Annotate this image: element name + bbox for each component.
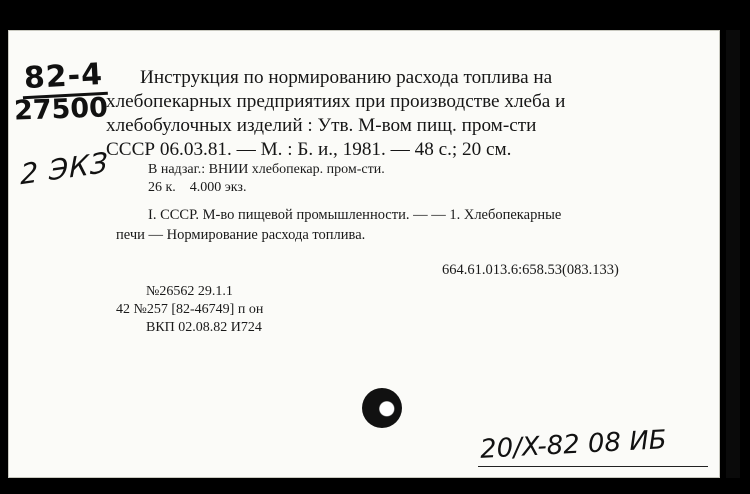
accession-line-3: ВКП 02.08.82 И724 [146,320,262,335]
shelf-mark-top: 82-4 [21,58,108,99]
header-note: В надзаг.: ВНИИ хлебопекар. пром-сти. [148,162,385,177]
description-line-3: хлебобулочных изделий : Утв. М-вом пищ. пром-сти [106,115,537,136]
subject-heading-line-1: I. СССР. М-во пищевой промышленности. — — 1. Хлебопекарные [148,207,562,223]
description-line-4: СССР 06.03.81. — М. : Б. и., 1981. — 48 с.; 20 см. [106,139,512,160]
subject-heading-line-2: печи — Нормирование расхода топлива. [116,227,366,243]
shelf-mark-bottom: 27500 [13,92,109,127]
description-line-1: Инструкция по нормированию расхода топлива на [140,67,553,88]
accession-line-1: №26562 29.1.1 [146,284,233,299]
bibliographic-description [106,66,676,162]
price-note: 26 к. 4.000 экз. [148,180,247,195]
catalog-card [8,30,720,478]
date-signature-note: 20/X-82 08 ИБ [479,425,668,465]
bottom-note-underline [478,466,708,467]
udc-index: 664.61.013.6:658.53(083.133) [442,262,619,278]
card-punch-hole [362,388,402,428]
description-line-2: хлебопекарных предприятиях при производстве хлеба и [106,91,566,112]
card-edge-shadow [726,30,740,478]
accession-line-2: 42 №257 [82-46749] п он [116,302,264,317]
copies-note: 2 ЭКЗ [20,145,109,192]
